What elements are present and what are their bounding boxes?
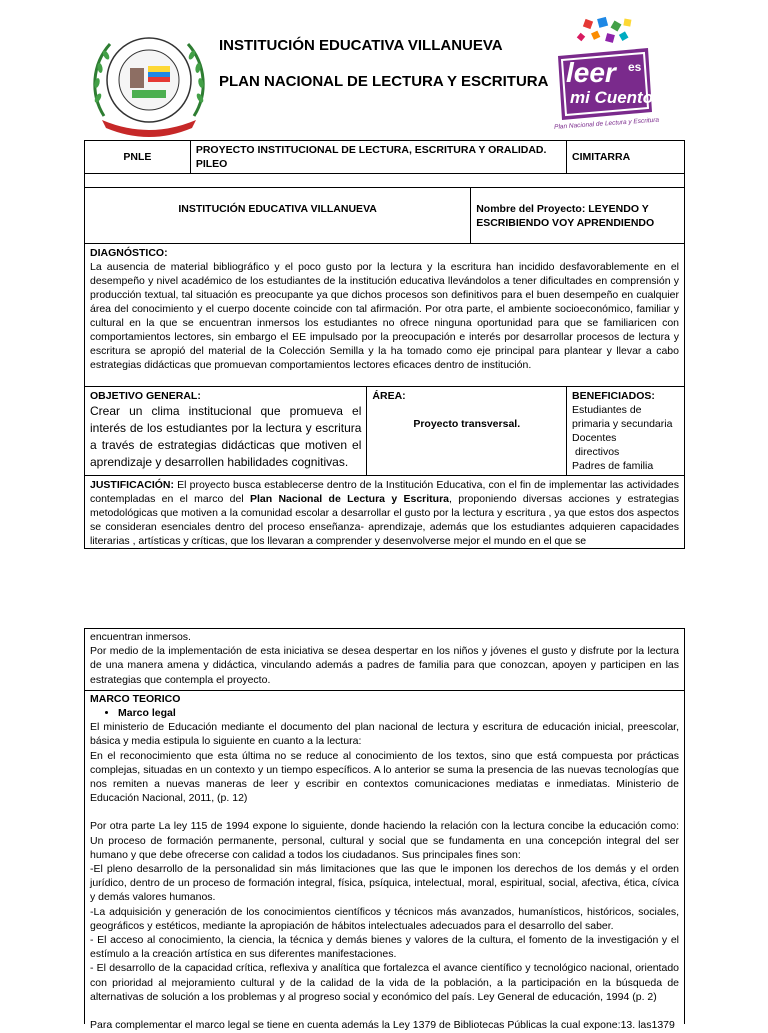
justificacion-text-b: , proponiendo diversas acciones y estrategias metodológicas que motiven a la comunidad escolar a desarrollar el gusto por la lectura y escritura , ya que estos dos aspectos se consideran esenciales dentro del proceso enseñanza- aprendizaje, además que los estudiantes adquieren capacidades literarias , artísticas y críticas, que los llevaran a comprender y desenvolverse mejor el mundo en el que se	[90, 493, 679, 547]
city-label: CIMITARRA	[572, 151, 631, 163]
marco-paragraph-4: -El pleno desarrollo de la personalidad sin más limitaciones que las que le imponen los derechos de los demás y el orden jurídico, dentro de un proceso de formación integral, física, psíquica, intelectual, moral, espiritual, social, afectiva, ética, cívica y demás valores humanos.	[90, 863, 679, 904]
diagnostico-label: DIAGNÓSTICO:	[90, 247, 168, 259]
institution-name: INSTITUCIÓN EDUCATIVA VILLANUEVA	[178, 203, 377, 215]
logo-tagline: Plan Nacional de Lectura y Escritura	[553, 116, 660, 131]
logo-word-leer: leer	[566, 57, 616, 88]
beneficiado-item: Padres de familia	[572, 460, 654, 472]
institution-title: INSTITUCIÓN EDUCATIVA VILLANUEVA	[219, 37, 503, 54]
area-cell	[367, 387, 567, 476]
beneficiado-item: Docentes	[572, 432, 617, 444]
objetivo-cell	[85, 387, 367, 476]
justificacion-plan-name: Plan Nacional de Lectura y Escritura	[249, 493, 449, 505]
beneficiado-item: Estudiantes de primaria y secundaria	[572, 404, 673, 430]
marco-teorico-label: MARCO TEORICO	[90, 692, 181, 705]
beneficiados-cell	[567, 387, 685, 476]
pnle-cell	[85, 141, 191, 174]
marco-paragraph-5: -La adquisición y generación de los conocimientos científicos y técnicos más avanzados, humanísticos, históricos, sociales, geográficos y estéticos, mediante la apropiación de hábitos intelectuales adecuados para el desarrollo del saber.	[90, 905, 679, 932]
marco-paragraph-8: Para complementar el marco legal se tiene en cuenta además la Ley 1379 de Bibliotecas Públicas la cual expone:13. las1379	[90, 1019, 675, 1032]
marco-paragraph-1: El ministerio de Educación mediante el documento del plan nacional de lectura y escritura de educación inicial, preescolar, básica y media estipula lo siguiente en cuanto a la lectura:	[90, 721, 679, 748]
project-name-cell	[471, 188, 685, 244]
continuation-text-1: encuentran inmersos.	[90, 631, 191, 643]
leer-es-mi-cuento-logo	[548, 16, 664, 134]
pnle-label: PNLE	[123, 151, 152, 163]
area-value: Proyecto transversal.	[413, 418, 521, 430]
diagnostico-text: La ausencia de material bibliográfico y el poco gusto por la lectura y la escritura han incidido desfavorablemente en el desempeño y nivel académico de los estudiantes de la institución educativa llevándolos a tener dificultades en comprensión y producción textual, tal situación es preocupante ya que dichos procesos son definitivos para el buen desempeño en cualquier área del conocimiento y el cuerpo docente coincide con tal afirmación. Por otra parte, el ambiente socioeconómico, familiar y cultural en la que se encuentran inmersos los estudiantes no ofrece ninguna oportunidad para que se familiaricen con comportamientos lectores, sin embargo el EE impulsado por la preocupación e interés por desarrollar procesos de lectura y escritura se apropió del material de la Colección Semilla y la ha tomado como eje principal para plantear y llevar a cabo estrategias didácticas que promuevan comportamientos lectores eficaces dentro de institución.	[90, 261, 679, 371]
school-seal	[88, 28, 210, 136]
project-table	[84, 140, 685, 549]
objetivo-label: OBJETIVO GENERAL:	[90, 390, 201, 402]
beneficiados-label: BENEFICIADOS:	[572, 390, 655, 402]
objetivo-text: Crear un clima institucional que promueva el interés de los estudiantes por la lectura y escritura a través de estrategias didácticas que motiven el aprendizaje y desarrollen habilidades cognitivas.	[90, 404, 362, 469]
area-label: ÁREA:	[372, 390, 406, 402]
justificacion-label: JUSTIFICACIÓN:	[90, 479, 174, 491]
plan-title: PLAN NACIONAL DE LECTURA Y ESCRITURA	[219, 73, 549, 90]
project-line-cell	[190, 141, 566, 174]
marco-legal-bullet: • Marco legal	[118, 706, 679, 720]
project-name: Nombre del Proyecto: LEYENDO Y ESCRIBIENDO VOY APRENDIENDO	[476, 203, 655, 229]
beneficiado-item: directivos	[572, 446, 620, 458]
diagnostico-cell	[85, 244, 685, 387]
project-line: PROYECTO INSTITUCIONAL DE LECTURA, ESCRITURA Y ORALIDAD. PILEO	[195, 144, 547, 170]
logo-word-mi-cuento: mi Cuento	[570, 88, 654, 107]
continuation-text-2: Por medio de la implementación de esta iniciativa se desea despertar en los niños y jóvenes el gusto y disfrute por la lectura de una manera amena y didáctica, vinculando además a padres de familia para que conozcan, apoyen y participen en las estrategias que contempla el proyecto.	[90, 645, 679, 686]
empty-row	[85, 174, 685, 188]
marco-paragraph-2: En el reconocimiento que esta última no se reduce al conocimiento de los textos, sino que está compuesta por prácticas complejas, situadas en un contexto y un tiempo específicos. A lo anterior se suma la presencia de las nuevas tecnologías que nos remiten a nuevas maneras de leer y escribir en contextos comunicaciones mediatas e inmediatas. Ministerio de Educación Nacional, 2011, (p. 12)	[90, 749, 679, 805]
justificacion-cell	[85, 476, 685, 549]
marco-paragraph-6: - El acceso al conocimiento, la ciencia, la técnica y demás bienes y valores de la cultura, el fomento de la investigación y el estímulo a la creación artística en sus diferentes manifestaciones.	[90, 934, 679, 961]
marco-paragraph-7: - El desarrollo de la capacidad crítica, reflexiva y analítica que fortalezca el avance científico y tecnológico nacional, orientado con prioridad al mejoramiento cultural y de la calidad de la vida de la población, a la participación en la búsqueda de alternativas de solución a los problemas y al progreso social y económico del país. Ley General de educación, 1994 (p. 2)	[90, 962, 679, 1003]
continuation-box	[84, 628, 685, 1032]
logo-word-es: es	[628, 60, 642, 74]
marco-paragraph-3: Por otra parte La ley 115 de 1994 expone lo siguiente, donde haciendo la relación con la lectura concibe la educación como: Un proceso de formación permanente, personal, cultural y social que se fundamenta en una concepción integral del ser humano y que debe ofrecerse con calidad a todos los ciudadanos. Sus principales fines son:	[90, 820, 679, 861]
institution-cell	[85, 188, 471, 244]
justificacion-text-a: El proyecto busca establecerse dentro de la Institución Educativa, con el fin de implementar las actividades contempladas en el marco del	[90, 479, 679, 505]
city-cell	[567, 141, 685, 174]
